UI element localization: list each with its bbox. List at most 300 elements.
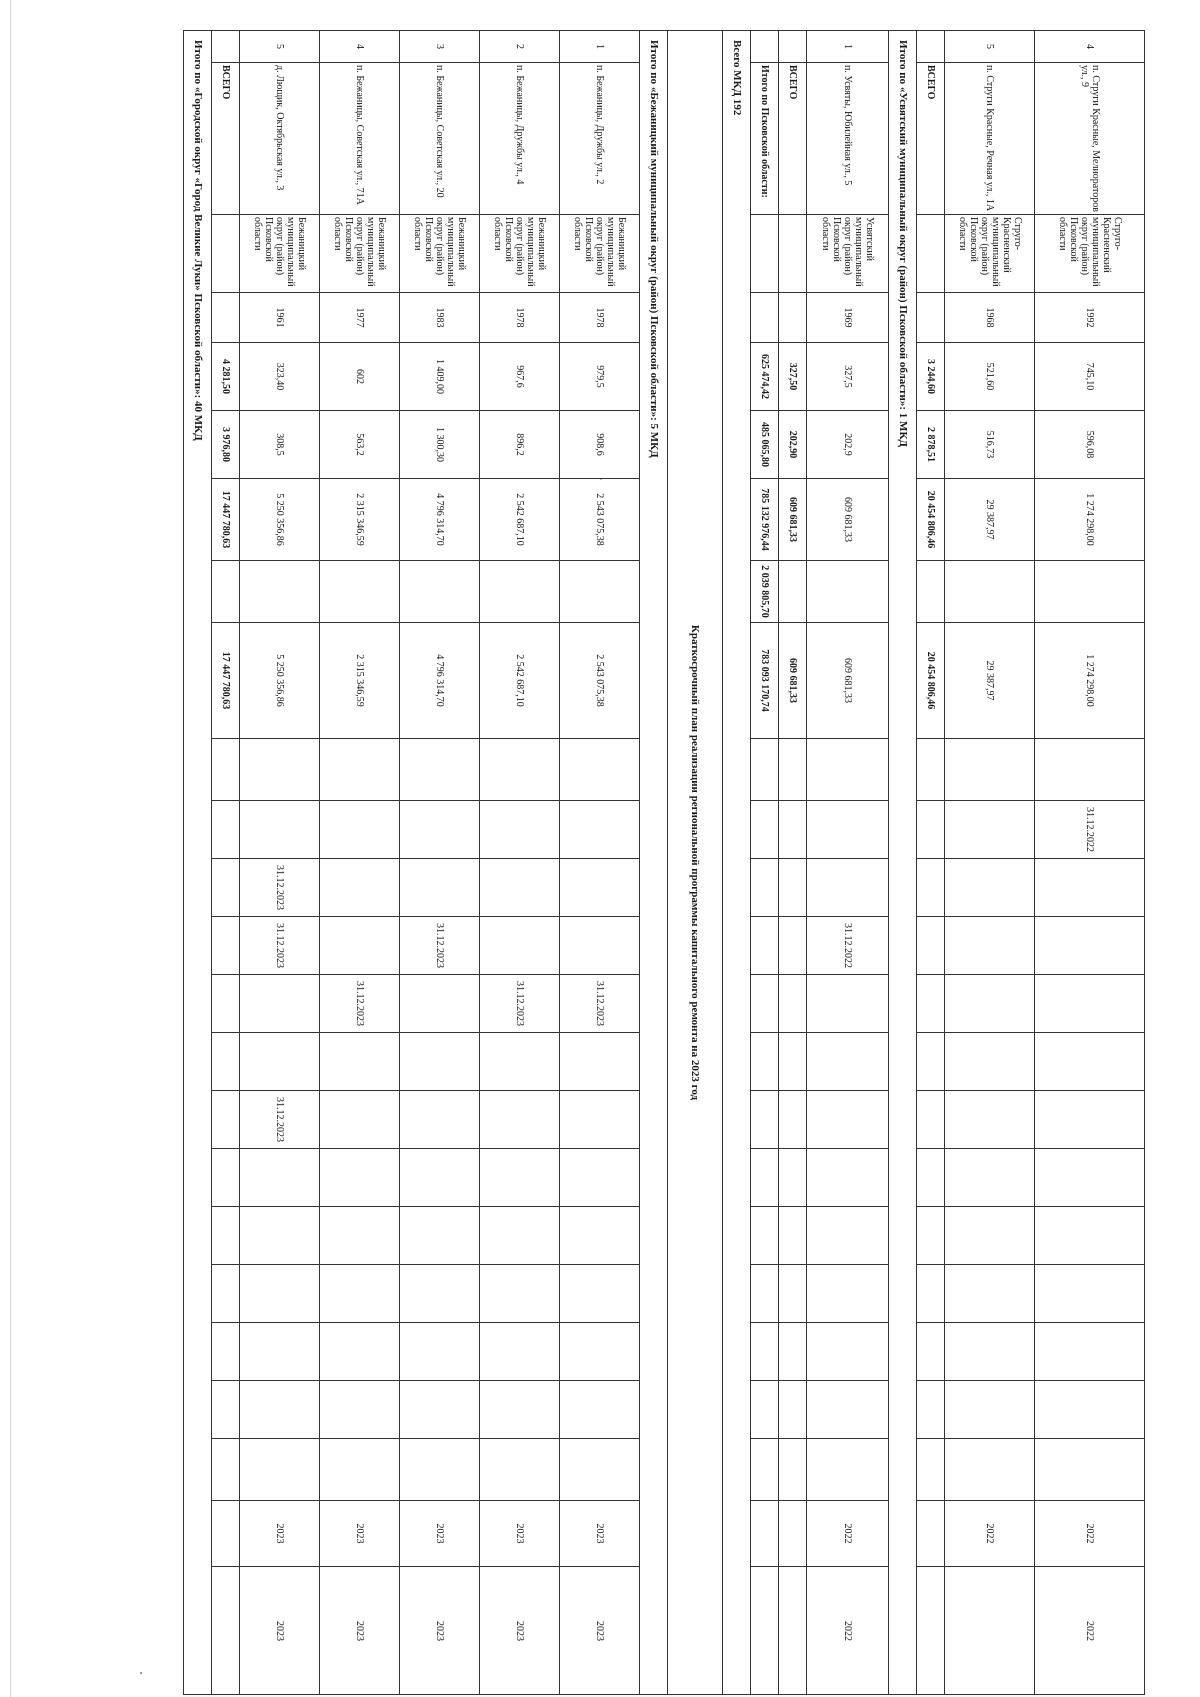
table-cell-d4	[212, 974, 240, 1032]
table-cell-e1	[400, 738, 480, 800]
table-cell-year-fact	[779, 1566, 807, 1695]
table-cell-e1	[212, 738, 240, 800]
table-cell-fund	[320, 560, 400, 622]
table-cell-area-living: 308,5	[240, 410, 320, 478]
table-cell-d2	[400, 858, 480, 916]
capital-repair-plan-table	[192, 30, 1145, 1695]
table-row	[320, 30, 400, 1695]
table-cell-e5	[779, 1322, 807, 1380]
table-cell-e6	[480, 1380, 560, 1438]
scan-edge-line	[10, 0, 11, 1697]
table-cell-e3	[945, 1206, 1035, 1264]
table-cell-e4	[779, 1264, 807, 1322]
table-cell-area-living: 202,90	[779, 410, 807, 478]
table-row	[480, 30, 560, 1695]
table-cell-e1	[480, 738, 560, 800]
table-cell-e4	[560, 1264, 640, 1322]
table-cell-d4	[945, 974, 1035, 1032]
table-cell-area-total: 3 244,60	[917, 342, 945, 410]
table-cell-d1	[560, 800, 640, 858]
table-cell-area-living: 3 976,80	[212, 410, 240, 478]
table-cell-year-fact: 2023	[480, 1566, 560, 1695]
table-cell-fund	[1035, 560, 1145, 622]
table-cell-year	[751, 292, 779, 342]
table-cell-e6	[1035, 1380, 1145, 1438]
table-row	[807, 30, 889, 1695]
table-cell-d1	[480, 800, 560, 858]
table-cell-area-living: 2 878,51	[917, 410, 945, 478]
table-cell-area-total: 521,60	[945, 342, 1035, 410]
table-cell-d6	[400, 1090, 480, 1148]
table-cell-fund	[240, 560, 320, 622]
table-cell-d4	[751, 974, 779, 1032]
table-cell-d1	[320, 800, 400, 858]
table-cell-d2	[751, 858, 779, 916]
table-cell-area-total: 602	[320, 342, 400, 410]
table-rule	[1144, 30, 1145, 1695]
table-cell-year: 1992	[1035, 292, 1145, 342]
table-cell-municipality: Бежаницкий муниципальный округ (район) Псковской области	[560, 214, 640, 292]
table-cell-e4	[1035, 1264, 1145, 1322]
table-cell-d2	[807, 858, 889, 916]
table-cell-d2	[212, 858, 240, 916]
table-rule	[888, 30, 889, 1695]
table-cell-e3	[212, 1206, 240, 1264]
table-cell-e2	[779, 1148, 807, 1206]
table-cell-cost-total: 29 387,97	[945, 478, 1035, 560]
table-cell-d2	[560, 858, 640, 916]
table-cell-e3	[751, 1206, 779, 1264]
table-cell-e4	[400, 1264, 480, 1322]
table-cell-d2	[945, 858, 1035, 916]
table-cell-e4	[320, 1264, 400, 1322]
table-cell-cost-total: 1 274 298,00	[1035, 478, 1145, 560]
table-cell-d5	[1035, 1032, 1145, 1090]
table-cell-e5	[560, 1322, 640, 1380]
table-cell-no	[212, 30, 240, 62]
table-cell-area-living: 896,2	[480, 410, 560, 478]
table-rule	[211, 30, 212, 1695]
table-cell-year-plan: 2023	[320, 1500, 400, 1566]
table-rule	[183, 30, 184, 1695]
table-cell-e6	[320, 1380, 400, 1438]
table-border	[184, 30, 1145, 31]
table-cell-year-fact: 2023	[320, 1566, 400, 1695]
table-cell-e3	[480, 1206, 560, 1264]
table-cell-year: 1978	[560, 292, 640, 342]
group-heading: Итого по «Городской округ «Город Великие Луки» Псковской области»: 40 МКД	[192, 40, 204, 441]
table-cell-d6	[560, 1090, 640, 1148]
table-rule	[750, 30, 751, 1695]
table-cell-d1	[240, 800, 320, 858]
table-cell-e6	[779, 1380, 807, 1438]
table-row	[945, 30, 1035, 1695]
table-cell-e7	[917, 1438, 945, 1500]
table-cell-d5	[212, 1032, 240, 1090]
table-cell-area-total: 745,10	[1035, 342, 1145, 410]
table-cell-d2	[779, 858, 807, 916]
table-rule	[319, 30, 320, 1695]
table-cell-year-fact	[212, 1566, 240, 1695]
table-cell-cost-repair: 4 796 314,70	[400, 622, 480, 738]
table-cell-d3: 31.12.2022	[807, 916, 889, 974]
table-cell-d1	[779, 800, 807, 858]
table-cell-no: 2	[480, 30, 560, 62]
table-row	[1035, 30, 1145, 1695]
table-cell-e7	[807, 1438, 889, 1500]
table-cell-area-living: 563,2	[320, 410, 400, 478]
table-cell-area-total: 979,5	[560, 342, 640, 410]
table-cell-cost-repair: 5 250 356,86	[240, 622, 320, 738]
table-cell-e2	[1035, 1148, 1145, 1206]
table-cell-e3	[320, 1206, 400, 1264]
table-cell-e7	[945, 1438, 1035, 1500]
table-cell-year-plan	[917, 1500, 945, 1566]
table-cell-e2	[240, 1148, 320, 1206]
table-cell-cost-total: 4 796 314,70	[400, 478, 480, 560]
table-cell-cost-repair: 2 543 075,38	[560, 622, 640, 738]
table-cell-area-living: 596,08	[1035, 410, 1145, 478]
table-cell-d5	[240, 1032, 320, 1090]
table-cell-year-fact	[917, 1566, 945, 1695]
table-cell-fund: 2 039 805,70	[751, 560, 779, 622]
table-cell-e1	[240, 738, 320, 800]
table-cell-e7	[751, 1438, 779, 1500]
table-cell-d6	[779, 1090, 807, 1148]
table-cell-cost-total: 2 542 687,10	[480, 478, 560, 560]
table-cell-e1	[751, 738, 779, 800]
table-cell-e3	[400, 1206, 480, 1264]
table-cell-d6	[480, 1090, 560, 1148]
table-total-row	[917, 30, 945, 1695]
table-cell-e2	[917, 1148, 945, 1206]
table-cell-no	[917, 30, 945, 62]
table-rule	[399, 30, 400, 1695]
table-cell-fund	[480, 560, 560, 622]
table-cell-year-fact: 2023	[560, 1566, 640, 1695]
table-cell-d5	[560, 1032, 640, 1090]
table-cell-cost-total: 17 447 780,63	[212, 478, 240, 560]
table-cell-cost-repair: 2 542 687,10	[480, 622, 560, 738]
table-cell-fund	[779, 560, 807, 622]
table-cell-fund	[917, 560, 945, 622]
table-cell-address: д. Лющик, Октябрьская ул., 3	[240, 62, 320, 214]
table-cell-e7	[400, 1438, 480, 1500]
table-row	[560, 30, 640, 1695]
table-cell-year-plan	[779, 1500, 807, 1566]
table-cell-year: 1969	[807, 292, 889, 342]
table-cell-e3	[1035, 1206, 1145, 1264]
table-cell-d5	[917, 1032, 945, 1090]
table-cell-no: 3	[400, 30, 480, 62]
table-cell-e3	[240, 1206, 320, 1264]
table-cell-fund	[945, 560, 1035, 622]
table-cell-cost-total: 20 454 806,46	[917, 478, 945, 560]
table-cell-e4	[917, 1264, 945, 1322]
table-cell-d4	[807, 974, 889, 1032]
table-cell-year-plan: 2022	[807, 1500, 889, 1566]
table-cell-cost-repair: 2 315 346,59	[320, 622, 400, 738]
table-cell-e7	[240, 1438, 320, 1500]
table-cell-fund	[560, 560, 640, 622]
table-cell-year	[779, 292, 807, 342]
table-cell-d2	[480, 858, 560, 916]
table-cell-d4: 31.12.2023	[560, 974, 640, 1032]
table-cell-e2	[212, 1148, 240, 1206]
table-cell-d1	[212, 800, 240, 858]
table-cell-cost-total: 2 543 075,38	[560, 478, 640, 560]
table-cell-d1	[751, 800, 779, 858]
table-cell-e4	[240, 1264, 320, 1322]
table-cell-address: п. Струги Красные, Мелиораторов ул., 9	[1035, 62, 1145, 214]
table-cell-d1: 31.12.2022	[1035, 800, 1145, 858]
table-border	[184, 1694, 1145, 1695]
table-cell-cost-repair: 1 274 298,00	[1035, 622, 1145, 738]
table-cell-d5	[779, 1032, 807, 1090]
table-cell-no: 1	[807, 30, 889, 62]
table-cell-d3	[212, 916, 240, 974]
table-cell-e3	[560, 1206, 640, 1264]
table-cell-area-living: 516,73	[945, 410, 1035, 478]
table-cell-year-plan: 2023	[480, 1500, 560, 1566]
table-cell-d4: 31.12.2023	[320, 974, 400, 1032]
total-mkd-count: Всего МКД 192	[731, 40, 743, 116]
table-cell-area-total: 327,50	[779, 342, 807, 410]
table-cell-year-plan: 2022	[1035, 1500, 1145, 1566]
table-cell-year-plan: 2023	[400, 1500, 480, 1566]
table-cell-e1	[945, 738, 1035, 800]
table-cell-e7	[560, 1438, 640, 1500]
table-total-row	[751, 30, 779, 1695]
table-cell-e5	[240, 1322, 320, 1380]
table-cell-e5	[400, 1322, 480, 1380]
table-cell-cost-total: 609 681,33	[779, 478, 807, 560]
table-cell-e7	[212, 1438, 240, 1500]
table-cell-municipality: Усвятский муниципальный округ (район) Псковской области	[807, 214, 889, 292]
table-cell-e1	[320, 738, 400, 800]
table-cell-cost-repair: 20 454 806,46	[917, 622, 945, 738]
table-cell-year	[917, 292, 945, 342]
table-cell-address: п. Бежаницы, Дружбы ул., 2	[560, 62, 640, 214]
table-cell-e6	[240, 1380, 320, 1438]
table-cell-d3	[560, 916, 640, 974]
table-cell-cost-total: 609 681,33	[807, 478, 889, 560]
table-cell-d3	[751, 916, 779, 974]
table-cell-area-total: 323,40	[240, 342, 320, 410]
table-cell-d4: 31.12.2023	[480, 974, 560, 1032]
table-cell-d5	[400, 1032, 480, 1090]
table-cell-e1	[779, 738, 807, 800]
table-cell-e6	[807, 1380, 889, 1438]
table-row	[240, 30, 320, 1695]
table-cell-d2	[917, 858, 945, 916]
table-cell-e3	[807, 1206, 889, 1264]
table-cell-e2	[751, 1148, 779, 1206]
table-rule	[806, 30, 807, 1695]
table-cell-address: Итого по Псковской области:	[751, 62, 779, 214]
table-cell-d6	[212, 1090, 240, 1148]
table-cell-year-plan: 2022	[945, 1500, 1035, 1566]
table-cell-year-fact: 2023	[400, 1566, 480, 1695]
table-cell-d6: 31.12.2023	[240, 1090, 320, 1148]
table-cell-e6	[945, 1380, 1035, 1438]
table-cell-e7	[779, 1438, 807, 1500]
table-rule	[916, 30, 917, 1695]
table-cell-address: п. Бежаницы, Дружбы ул., 4	[480, 62, 560, 214]
table-cell-d6	[1035, 1090, 1145, 1148]
table-cell-d1	[945, 800, 1035, 858]
table-cell-year-fact: 2023	[240, 1566, 320, 1695]
table-rule	[639, 30, 640, 1695]
table-cell-d2	[1035, 858, 1145, 916]
table-cell-no: 5	[945, 30, 1035, 62]
table-cell-year-fact	[751, 1566, 779, 1695]
table-cell-fund	[400, 560, 480, 622]
table-cell-year: 1968	[945, 292, 1035, 342]
table-cell-year-fact	[945, 1566, 1035, 1695]
table-cell-e1	[917, 738, 945, 800]
table-cell-e1	[1035, 738, 1145, 800]
table-cell-year: 1977	[320, 292, 400, 342]
table-cell-fund	[807, 560, 889, 622]
table-cell-year-plan: 2023	[560, 1500, 640, 1566]
table-cell-e2	[320, 1148, 400, 1206]
table-rule	[722, 30, 723, 1695]
table-cell-d3: 31.12.2023	[240, 916, 320, 974]
table-cell-e6	[917, 1380, 945, 1438]
table-cell-d3	[917, 916, 945, 974]
table-cell-area-total: 1 409,00	[400, 342, 480, 410]
table-cell-cost-total: 2 315 346,59	[320, 478, 400, 560]
table-cell-e3	[917, 1206, 945, 1264]
table-cell-address: ВСЕГО	[212, 62, 240, 214]
table-cell-cost-total: 5 250 356,86	[240, 478, 320, 560]
table-cell-area-living: 202,9	[807, 410, 889, 478]
table-cell-address: п. Струги Красные, Речная ул., 1А	[945, 62, 1035, 214]
table-cell-year-fact: 2022	[807, 1566, 889, 1695]
table-cell-fund	[212, 560, 240, 622]
table-cell-year: 1961	[240, 292, 320, 342]
table-cell-d1	[807, 800, 889, 858]
table-cell-year-plan	[751, 1500, 779, 1566]
table-cell-d1	[400, 800, 480, 858]
table-cell-d4	[400, 974, 480, 1032]
table-cell-d5	[807, 1032, 889, 1090]
table-cell-area-total: 327,5	[807, 342, 889, 410]
table-cell-e5	[480, 1322, 560, 1380]
table-cell-e5	[945, 1322, 1035, 1380]
table-cell-no: 4	[1035, 30, 1145, 62]
table-cell-d3	[779, 916, 807, 974]
table-cell-municipality: Бежаницкий муниципальный округ (район) Псковской области	[480, 214, 560, 292]
table-cell-address: п. Бежаницы, Советская ул., 20	[400, 62, 480, 214]
table-cell-cost-repair: 783 093 170,74	[751, 622, 779, 738]
table-cell-e2	[400, 1148, 480, 1206]
table-cell-d4	[240, 974, 320, 1032]
table-total-row	[212, 30, 240, 1695]
table-cell-e1	[560, 738, 640, 800]
table-cell-cost-repair: 609 681,33	[807, 622, 889, 738]
table-cell-cost-total: 785 132 976,44	[751, 478, 779, 560]
table-cell-address: п. Усвяты, Юбилейная ул., 5	[807, 62, 889, 214]
table-cell-year: 1983	[400, 292, 480, 342]
table-cell-d3	[480, 916, 560, 974]
table-cell-area-living: 1 300,30	[400, 410, 480, 478]
table-cell-area-living: 908,6	[560, 410, 640, 478]
table-cell-municipality: Бежаницкий муниципальный округ (район) Псковской области	[320, 214, 400, 292]
group-heading: Итого по «Бежаницкий муниципальный округ (район) Псковской области»: 5 МКД	[648, 40, 660, 458]
table-cell-d6	[807, 1090, 889, 1148]
table-cell-e2	[560, 1148, 640, 1206]
table-cell-no: 5	[240, 30, 320, 62]
table-cell-e7	[320, 1438, 400, 1500]
table-cell-e5	[807, 1322, 889, 1380]
table-cell-d3: 31.12.2023	[400, 916, 480, 974]
table-cell-e4	[751, 1264, 779, 1322]
table-cell-address: ВСЕГО	[917, 62, 945, 214]
table-rule	[778, 30, 779, 1695]
table-cell-e1	[807, 738, 889, 800]
table-cell-municipality	[779, 214, 807, 292]
table-cell-area-total: 967,6	[480, 342, 560, 410]
table-cell-e6	[212, 1380, 240, 1438]
table-row	[400, 30, 480, 1695]
table-cell-municipality	[751, 214, 779, 292]
table-cell-year-plan	[212, 1500, 240, 1566]
table-rule	[559, 30, 560, 1695]
table-cell-e2	[807, 1148, 889, 1206]
table-cell-municipality	[917, 214, 945, 292]
table-cell-cost-repair: 17 447 780,63	[212, 622, 240, 738]
scan-speck	[140, 1672, 142, 1674]
table-cell-municipality: Струго-Красненский муниципальный округ (район) Псковской области	[945, 214, 1035, 292]
table-cell-d6	[751, 1090, 779, 1148]
table-cell-e4	[480, 1264, 560, 1322]
table-cell-area-total: 625 474,42	[751, 342, 779, 410]
table-cell-d3	[320, 916, 400, 974]
table-cell-e6	[751, 1380, 779, 1438]
table-cell-year-fact: 2022	[1035, 1566, 1145, 1695]
table-cell-d5	[320, 1032, 400, 1090]
table-cell-no	[779, 30, 807, 62]
table-cell-d4	[1035, 974, 1145, 1032]
table-cell-e4	[807, 1264, 889, 1322]
table-rule	[667, 30, 668, 1695]
table-cell-d3	[945, 916, 1035, 974]
table-cell-year	[212, 292, 240, 342]
table-cell-d5	[751, 1032, 779, 1090]
table-cell-e6	[560, 1380, 640, 1438]
table-cell-year: 1978	[480, 292, 560, 342]
table-cell-d5	[480, 1032, 560, 1090]
table-cell-d3	[1035, 916, 1145, 974]
table-rule	[239, 30, 240, 1695]
table-cell-e5	[320, 1322, 400, 1380]
table-cell-d4	[917, 974, 945, 1032]
table-cell-d2	[320, 858, 400, 916]
table-cell-cost-repair: 29 387,97	[945, 622, 1035, 738]
table-cell-municipality: Бежаницкий муниципальный округ (район) Псковской области	[400, 214, 480, 292]
table-cell-d5	[945, 1032, 1035, 1090]
table-cell-e2	[945, 1148, 1035, 1206]
table-cell-area-living: 485 065,80	[751, 410, 779, 478]
table-cell-e2	[480, 1148, 560, 1206]
table-cell-year-plan: 2023	[240, 1500, 320, 1566]
table-cell-area-total: 4 281,50	[212, 342, 240, 410]
table-rule	[1034, 30, 1035, 1695]
table-cell-d4	[779, 974, 807, 1032]
table-rule	[479, 30, 480, 1695]
